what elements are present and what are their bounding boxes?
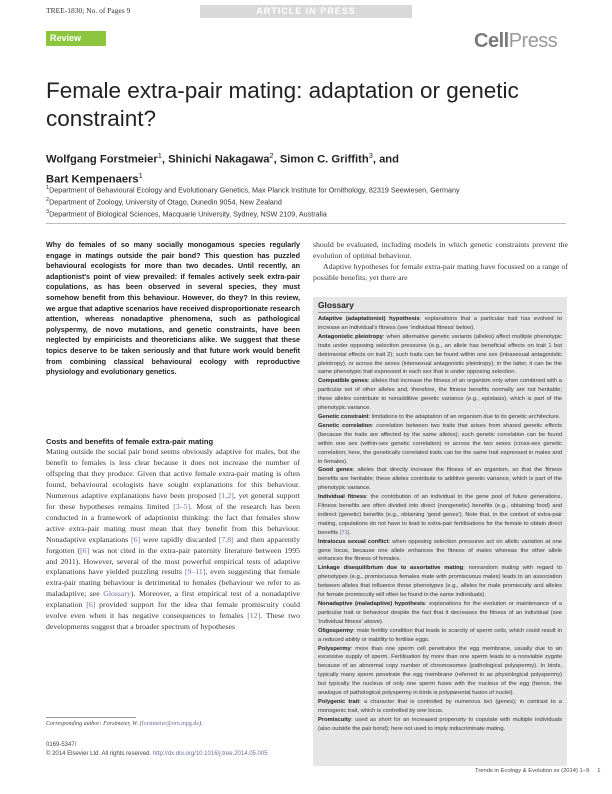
paragraph: Adaptive hypotheses for female extra-pair mating have focussed on a range of possible benefits, yet there are	[313, 261, 568, 282]
corresponding-label: Corresponding author:	[46, 721, 102, 727]
glossary-definition: : explanations that a particular trait has evolved to increase an individual's fitness (see 'individual fitness' below).	[318, 316, 562, 331]
text-run: and then apparently forgotten	[46, 534, 301, 555]
article-in-press-label: ARTICLE IN PRESS	[256, 6, 356, 16]
glossary-entry	[318, 413, 562, 422]
glossary-entry	[318, 466, 562, 493]
affiliation	[46, 183, 576, 195]
text-run: ).	[199, 721, 203, 727]
glossary-link[interactable]: Glossary	[103, 589, 131, 599]
citation-link[interactable]: [6]	[80, 545, 90, 555]
glossary-term: Promiscuity	[318, 716, 352, 723]
author-name: Bart Kempenaers	[46, 173, 139, 186]
copyright-line	[46, 751, 268, 757]
text-run: ). Moreover, a first empirical test of a nonadaptive explanation	[46, 589, 301, 610]
author-affiliation-mark: 1	[138, 170, 143, 180]
glossary-entry	[318, 333, 562, 378]
glossary-definition: : more than one sperm cell penetrates the egg membrane, usually due to an excessive supply of sperm. Fertilisation by more than one sperm leads to a nonviable zygote because of an abnormal copy number of chromosomes (pathological polyspermy). In birds, typically many sperm penetrate the egg membrane (referred to as physiological polyspermy) but typically the nucleus of only one sperm fuses with the nucleus of the egg (hence, the analogue of pathological polyspermy in birds is polyparental fusion of nuclei).	[318, 645, 562, 697]
glossary-definition: : a character that is controlled by numerous loci (genes); in contrast to a monogenic trait, which is controlled by one locus.	[318, 698, 562, 714]
author-affiliation-mark: 1	[157, 151, 162, 160]
author-list	[46, 148, 566, 187]
email-link[interactable]: forstmeier@orn.mpg.de	[141, 721, 200, 727]
glossary-entry	[318, 564, 562, 600]
glossary-definition: : alleles that directly increase the fitness of an organism, so that the fitness benefits are heritable; these alleles contribute to additive genetic variance, which is part of the phenotypic variance.	[318, 467, 562, 492]
journal-id: TREE-1830; No. of Pages 9	[46, 6, 131, 15]
header-divider	[46, 223, 566, 224]
section-heading: Costs and benefits of female extra-pair mating	[46, 437, 214, 446]
affiliation	[46, 195, 576, 207]
glossary-definition: : when alternative genetic variants (alleles) affect multiple phenotypic traits under opposing selection pressures (e.g., an allele has beneficial effects on trait 1 but detrimental effects on trait 2); such traits can be found within one sex (intrasexual antagonistic pleiotropy), or across the sexes (intersexual antagonistic pleiotropy); in the latter, it can be the same phenotypic trait expressed in each sex that is under opposing selection.	[318, 333, 562, 376]
abstract: Why do females of so many socially monogamous species regularly engage in matings outside the pair bond? This question has puzzled behavioural ecologists for more than two decades. Until recently, an adaptionist's point of view prevailed: if females actively seek extra-pair copulations, as has been observed in several species, they must somehow benefit from this behaviour. However, do they? In this review, we argue that adaptive scenarios have received disproportionate research attention, whereas nonadaptive phenomena, such as pathological polyspermy, de novo mutations, and genetic constraints, have been neglected by empiricists and theoreticians alike. We suggest that these topics deserve to be taken seriously and that future work would benefit from combining classical behavioural ecology with reproductive physiology and evolutionary genetics.	[46, 240, 300, 377]
corresponding-name: Forstmeier, W. (	[101, 721, 142, 727]
citation-link[interactable]: [6]	[131, 534, 141, 544]
glossary-definition: : the contribution of an individual to the gene pool of future generations. Fitness benefits are often divided into direct (nongenetic) benefits (e.g., obtaining food) and indirect (genetic) benefits (e.g., obtaining 'good genes'). Note that, in the context of extra-pair mating, copulations do not have to lead to extra-pair fertilisations for the female to obtain direct benefits	[318, 494, 563, 536]
text-run: . These two developments suggest that a broader spectrum of hypotheses	[46, 611, 300, 632]
body-text-left: Mating outside the social pair bond seems obviously adaptive for males, but the benefit to females is less clear because it does not increase the number of offspring that they produce. Given that active female extra-pair mating is often found, behavioural ecologists have sought explanations for this behaviour. Numerous adaptive explanations have been proposed [1,2], yet general support for these hypotheses remains limited [3–5]. Most of the research has been conducted in a framework of adaptionist thinking: the fact that females show active extra-pair mating must mean that they benefit from this behaviour. Nonadaptive explanations [6] were rapidly discarded [7,8] and then apparently forgotten ([6] was not cited in the extra-pair paternity literature between 1995 and 2011). However, several of the most powerful empirical tests of adaptive explanations have yielded puzzling results [9–11], even suggesting that female extra-pair mating behaviour is detrimental to females (behaviour we refer to as maladaptive; see Glossary). Moreover, a first empirical test of a nonadaptive explanation [6] provided support for the idea that female promiscuity could evolve even when it has negative consequences to females [12]. These two developments suggest that a broader spectrum of hypotheses	[46, 447, 301, 632]
citation-link[interactable]: [9–11]	[184, 567, 206, 577]
glossary-title: Glossary	[318, 300, 354, 310]
author-separator: ,	[161, 153, 169, 166]
author-affiliation-mark: 2	[269, 151, 274, 160]
citation-link[interactable]: [12]	[247, 611, 261, 621]
article-title: Female extra-pair mating: adaptation or genetic constraint?	[46, 78, 519, 131]
author-separator: , and	[372, 153, 399, 166]
text-run: was not cited in the extra-pair paternity literature between 1995 and 2011). However, several of the most powerful empirical tests of adaptive explanations have yielded puzzling results	[46, 545, 300, 577]
glossary-entry	[318, 645, 562, 698]
affiliation-number: 3	[46, 209, 50, 215]
issn: 0169-5347/	[46, 742, 77, 748]
text-run: Mating outside the social pair bond seems obviously adaptive for males, but the benefit to females is less clear because it does not increase the number of offspring that they produce. Given that active female extra-pair mating is often found, behavioural ecologists have sought explanations for this behaviour. Numerous adaptive explanations have been proposed	[46, 447, 300, 500]
author-name: Shinichi Nakagawa	[168, 153, 270, 166]
glossary-term: Antagonistic pleiotropy	[318, 333, 383, 340]
text-run: , even suggesting that female extra-pair mating behaviour is detrimental to females (behaviour we refer to as maladaptive; see	[46, 567, 300, 599]
affiliation-text: Department of Behavioural Ecology and Evolutionary Genetics, Max Planck Institute for Ornithology, 82319 Seewiesen, Germany	[49, 185, 460, 195]
paragraph: should be evaluated, including models in which genetic constraints prevent the evolution of optimal behaviour.	[313, 240, 568, 260]
author-separator: ,	[273, 153, 280, 166]
author-name: Wolfgang Forstmeier	[46, 153, 158, 166]
text-run: .	[349, 529, 352, 536]
glossary-term: Good genes	[318, 467, 353, 474]
glossary-entry	[318, 538, 562, 565]
glossary-definition: : explanations for the evolution or maintenance of a particular trait or behaviour despite the fact that it decreases the fitness of an individual (see 'individual fitness' above).	[318, 601, 562, 625]
glossary-entry	[318, 600, 562, 627]
author-affiliation-mark: 3	[368, 151, 373, 160]
glossary-term: Genetic constraint	[318, 413, 369, 420]
affiliation-number: 2	[46, 197, 50, 203]
glossary-term: Genetic correlation	[318, 422, 372, 429]
glossary-definition: : used as short for an increased propensity to copulate with multiple individuals (also outside the pair bond); here not used to imply indiscriminate mating.	[318, 716, 562, 732]
logo-press: Press	[508, 30, 558, 52]
citation-link[interactable]: [6]	[86, 600, 96, 610]
glossary-term: Linkage disequilibrium due to assortative mating	[318, 565, 464, 572]
glossary-term: Individual fitness	[318, 494, 367, 501]
glossary-term: Oligospermy	[318, 627, 354, 634]
author-name: Simon C. Griffith	[279, 153, 369, 166]
glossary-entry	[318, 493, 562, 538]
copyright: © 2014 Elsevier Ltd. All rights reserved.	[46, 751, 152, 757]
text-run: provided support for the idea that female promiscuity could evolve even when it has negative consequences to females	[46, 600, 300, 621]
citation-link[interactable]: [1,2]	[218, 490, 234, 500]
glossary-term: Intralocus sexual conflict	[318, 538, 389, 545]
glossary-term: Compatible genes	[318, 378, 368, 385]
text-run: , yet general support for these hypotheses remains limited	[46, 490, 301, 511]
citation-link[interactable]: [3–5]	[173, 501, 191, 511]
affiliation	[46, 207, 576, 219]
text-run: . Most of the research has been conducted in a framework of adaptionist thinking: the fact that females show active extra-pair mating must mean that they benefit from this behaviour. Nonadaptive explanations	[46, 501, 301, 544]
glossary-entry	[318, 422, 562, 467]
affiliation-number: 1	[46, 185, 50, 191]
body-text-right	[313, 240, 568, 284]
doi-link[interactable]: http://dx.doi.org/10.1016/j.tree.2014.05.005	[152, 751, 268, 757]
glossary-definition: : nonrandom mating with regard to phenotypes (e.g., promiscuous females mate with promiscuous males) leads to an association between alleles that influence those phenotypes (e.g., alleles for male promiscuity and alleles for female promiscuity will often be found in the same individuals).	[318, 565, 562, 599]
glossary-definition: : male fertility condition that leads to scarcity of sperm cells, which could result in a reduced ability or inability to fertilise eggs.	[318, 627, 562, 643]
logo-cell: Cell	[474, 30, 509, 52]
glossary-term: Adaptive (adaptationist) hypothesis	[318, 316, 420, 322]
glossary-entry	[318, 627, 562, 645]
glossary-entry	[318, 315, 562, 333]
glossary-divider	[318, 312, 562, 313]
glossary-entries	[318, 315, 562, 734]
publisher-logo	[474, 30, 557, 53]
corresponding-author	[46, 721, 203, 727]
glossary-term: Nonadaptive (maladaptive) hypothesis	[318, 601, 425, 607]
glossary-term: Polygenic trait	[318, 698, 360, 705]
citation-link[interactable]: [7,8]	[218, 534, 234, 544]
glossary-definition: : correlation between two traits that arises from shared genetic effects (because the traits are affected by the same alleles); such genetic correlation can be found within one sex (within-sex genetic correlation) or across the two sexes (cross-sex genetic correlation; here, the genetically correlated traits can be the same trait expressed in males and in females).	[318, 422, 563, 465]
glossary-definition: : limitations to the adaptation of an organism due to its genetic architecture.	[368, 413, 561, 420]
glossary-definition: : alleles that increase the fitness of an organism only when combined with a particular set of other alleles and, therefore, the fitness benefits normally are not heritable; these alleles contribute to nonadditive genetic variance (e.g., epistasis), which is part of the phenotypic variance.	[318, 378, 562, 412]
text-run: were rapidly discarded	[140, 534, 219, 544]
affiliation-text: Department of Biological Sciences, Macquarie University, Sydney, NSW 2109, Australia	[49, 209, 327, 219]
page-footer: Trends in Ecology & Evolution xx (2014) 1–9 1	[475, 768, 601, 774]
footnote-divider	[46, 717, 136, 718]
glossary-definition: : when opposing selection pressures act on allelic variation at one gene locus, because one allele enhances the fitness of males whereas the other allele enhances the fitness of females.	[318, 538, 562, 563]
section-tag: Review	[46, 31, 106, 46]
glossary-entry	[318, 377, 562, 413]
affiliation-text: Department of Zoology, University of Otago, Dunedin 9054, New Zealand	[49, 197, 282, 207]
glossary-entry	[318, 716, 562, 734]
citation-link[interactable]: [71]	[339, 529, 350, 536]
glossary-term: Polyspermy	[318, 645, 351, 652]
glossary-entry	[318, 698, 562, 716]
